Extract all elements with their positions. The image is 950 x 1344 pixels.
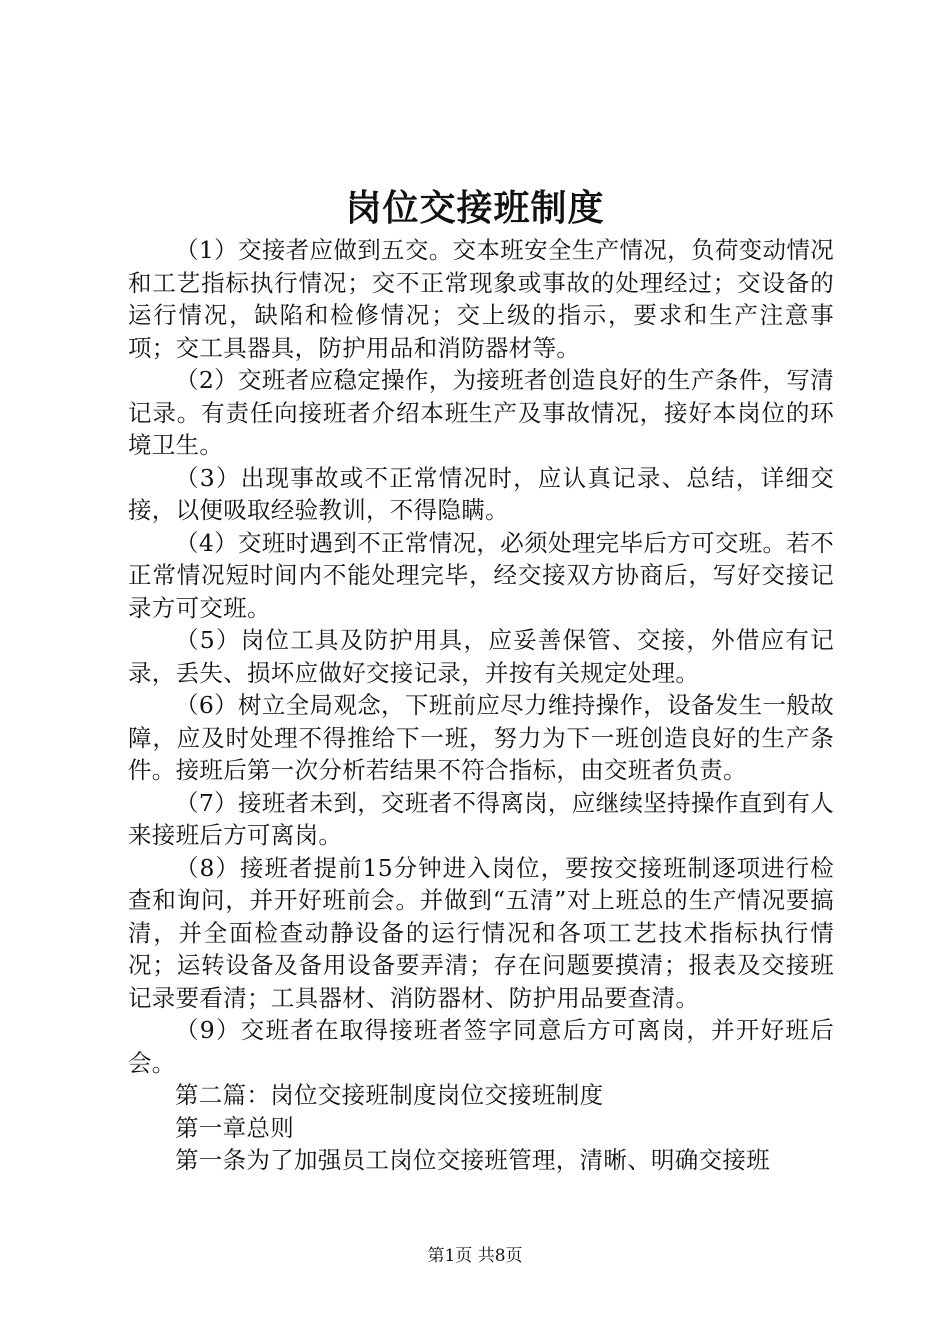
document-body (128, 234, 834, 1177)
paragraph-3: （3）出现事故或不正常情况时，应认真记录、总结，详细交接，以便吸取经验教训，不得隐瞒。 (128, 463, 834, 524)
paragraph-1: （1）交接者应做到五交。交本班安全生产情况，负荷变动情况和工艺指标执行情况；交不正常现象或事故的处理经过；交设备的运行情况，缺陷和检修情况；交上级的指示，要求和生产注意事项；交工具器具，防护用品和消防器材等。 (128, 236, 834, 362)
paragraph-2: （2）交班者应稳定操作，为接班者创造良好的生产条件，写清记录。有责任向接班者介绍本班生产及事故情况，接好本岗位的环境卫生。 (128, 366, 834, 459)
paragraph-4: （4）交班时遇到不正常情况，必须处理完毕后方可交班。若不正常情况短时间内不能处理完毕，经交接双方协商后，写好交接记录方可交班。 (128, 528, 834, 622)
article-start: 第一条为了加强员工岗位交接班管理，清晰、明确交接班 (175, 1146, 770, 1174)
chapter-title: 第一章总则 (175, 1113, 294, 1142)
paragraph-7: （7）接班者未到，交班者不得离岗，应继续坚持操作直到有人来接班后方可离岗。 (128, 788, 834, 849)
paragraph-8: （8）接班者提前15分钟进入岗位，要按交接班制逐项进行检查和询问，并开好班前会。并做到“五清”对上班总的生产情况要搞清，并全面检查动静设备的运行情况和各项工艺技术指标执行情况；运转设备及备用设备要弄清；存在问题要摸清；报表及交接班记录要看清；工具器材、消防器材、防护用品要查清。 (128, 853, 834, 1012)
section-title: 第二篇：岗位交接班制度岗位交接班制度 (175, 1081, 604, 1109)
paragraph-6: （6）树立全局观念，下班前应尽力维持操作，设备发生一般故障，应及时处理不得推给下一班，努力为下一班创造良好的生产条件。接班后第一次分析若结果不符合指标，由交班者负责。 (128, 691, 834, 784)
paragraph-5: （5）岗位工具及防护用具，应妥善保管、交接，外借应有记录，丢失、损坏应做好交接记录，并按有关规定处理。 (128, 626, 834, 687)
document-title: 岗位交接班制度 (345, 187, 605, 229)
paragraph-9: （9）交班者在取得接班者签字同意后方可离岗，并开好班后会。 (128, 1016, 834, 1077)
page-number-footer: 第1页 共8页 (427, 1246, 523, 1266)
